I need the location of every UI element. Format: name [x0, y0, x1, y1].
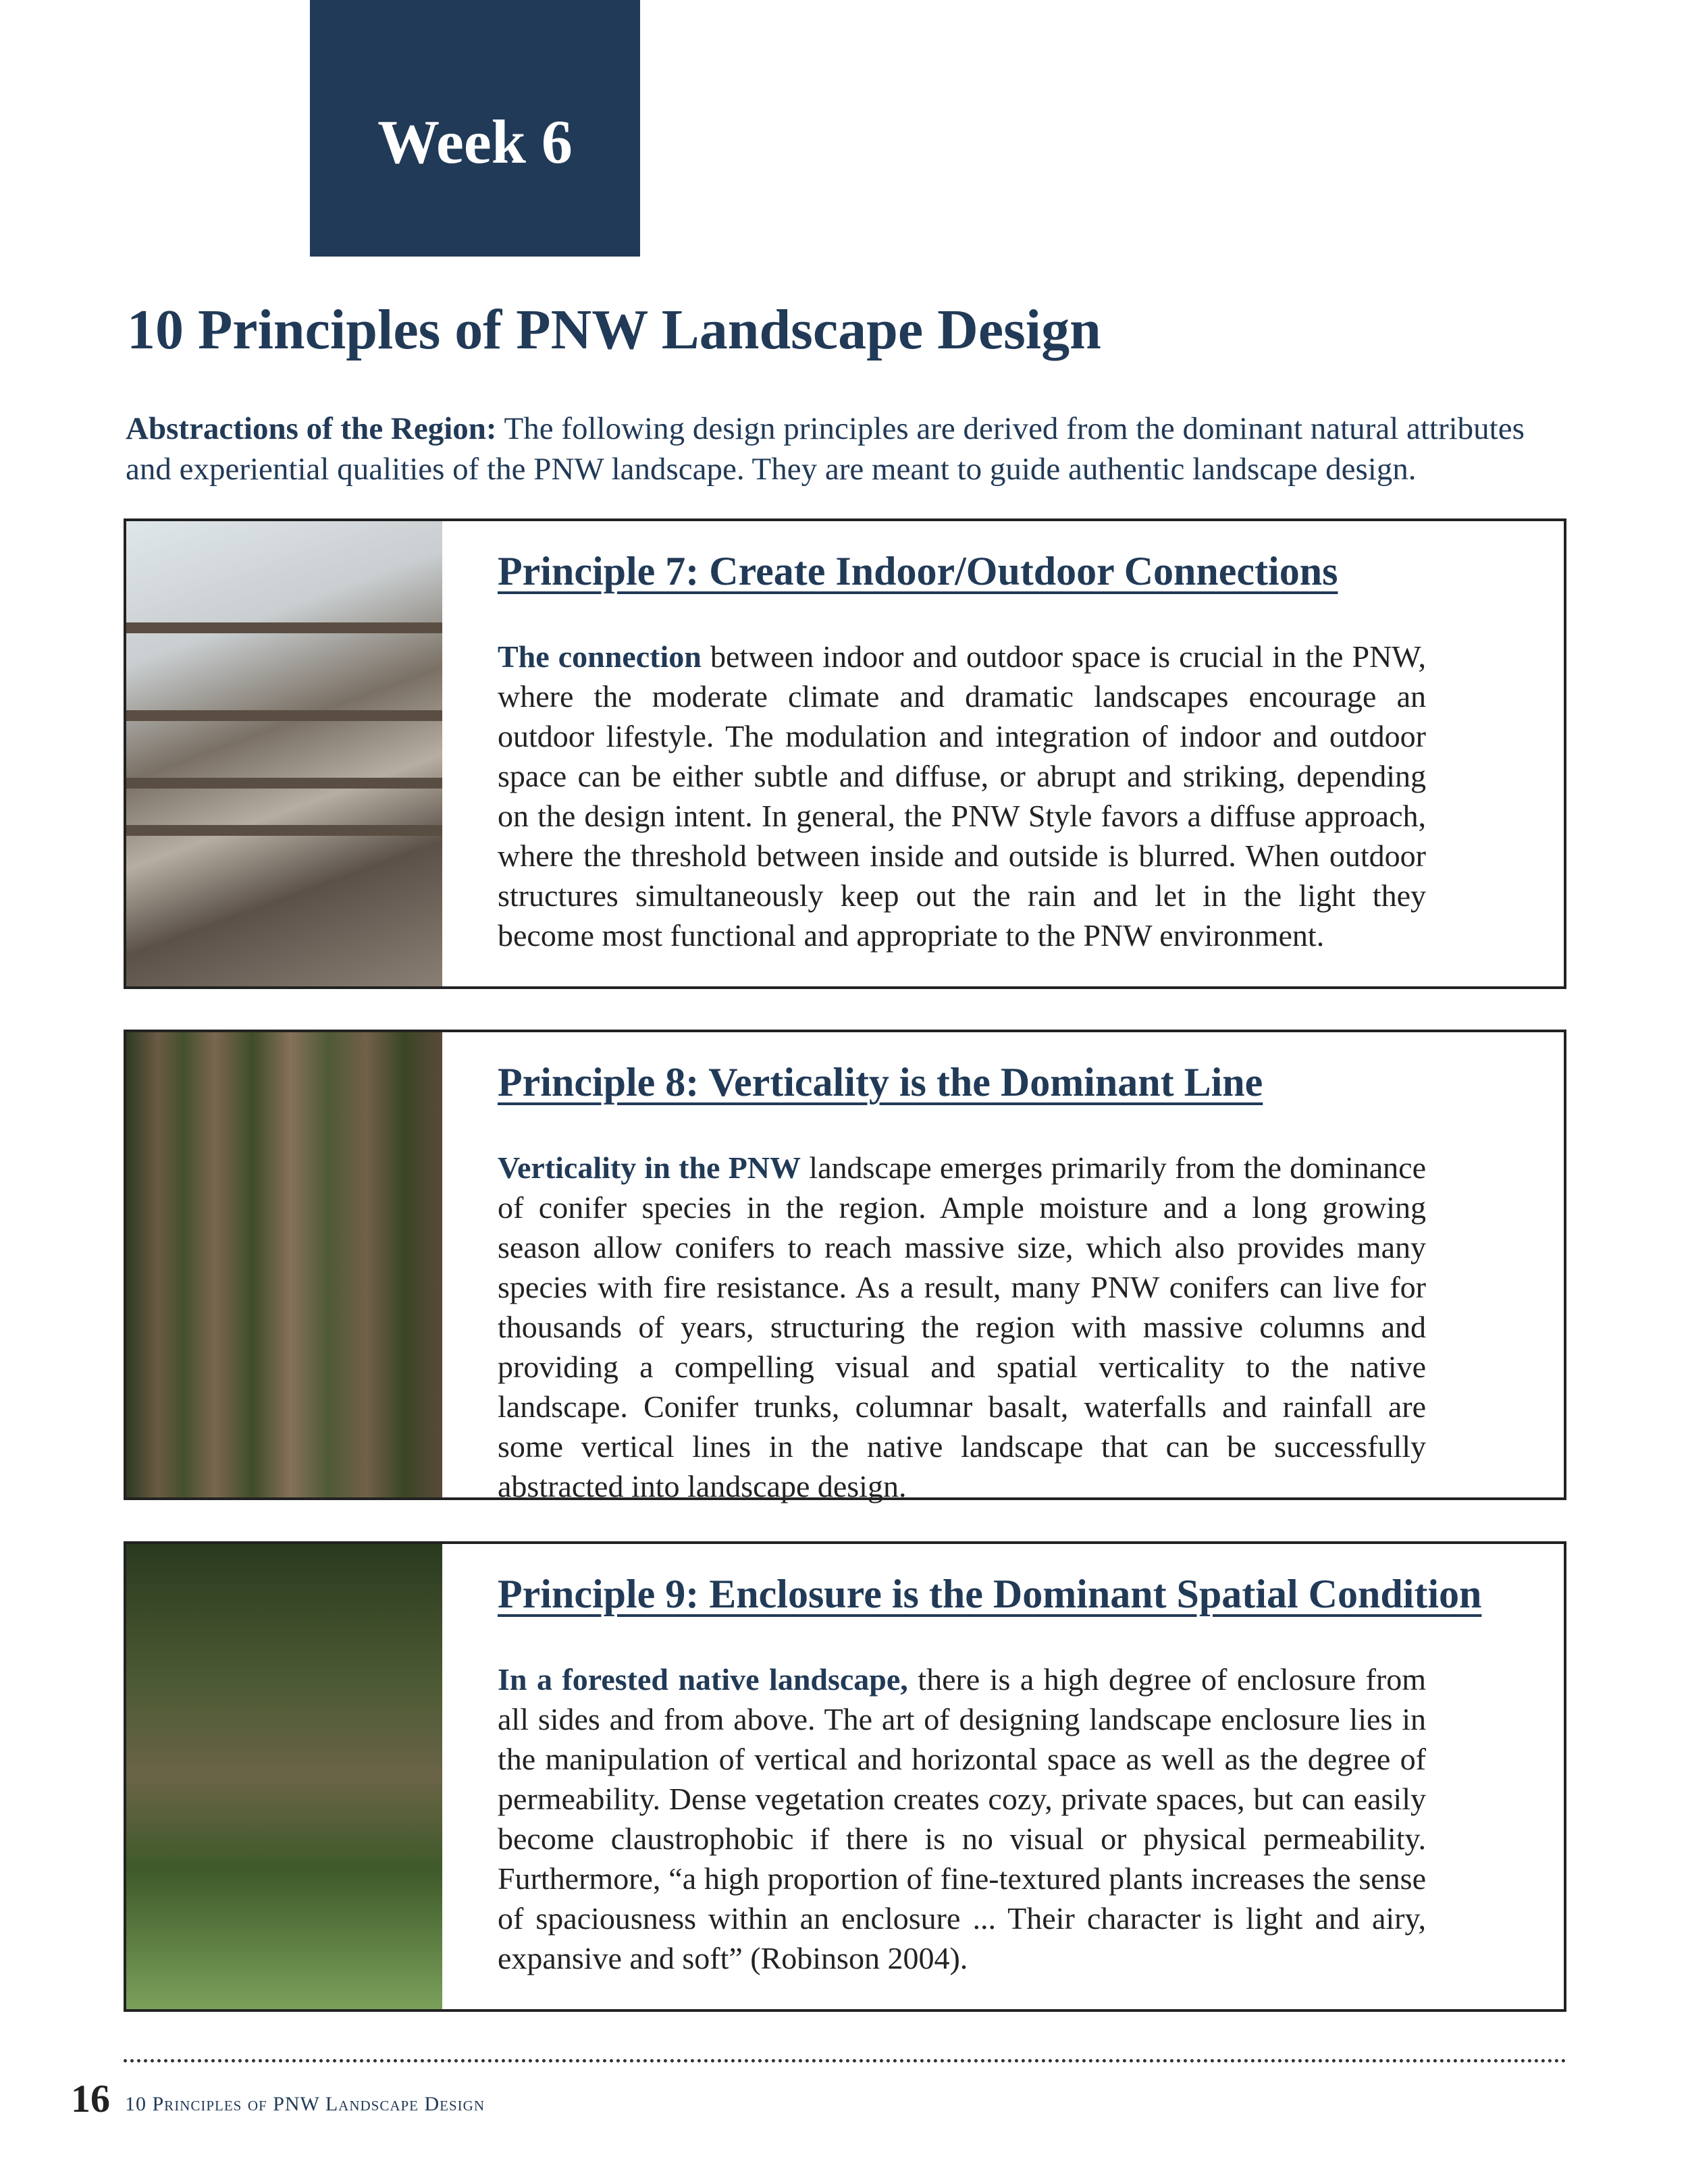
principle-7-card — [124, 518, 1566, 989]
principle-8-card — [124, 1030, 1566, 1503]
running-title: 10 Principles of PNW Landscape Design — [125, 2093, 485, 2115]
intro-lead: Abstractions of the Region: — [126, 411, 497, 446]
principle-lead: In a forested native landscape, — [498, 1662, 908, 1697]
principle-9-card — [124, 1541, 1566, 2012]
principle-text: between indoor and outdoor space is crucial in the PNW, where the moderate climate and dramatic landscapes encourage an outdoor lifestyle. The modulation and integration of indoor and outdoor space can be either subtle and diffuse, or abrupt and striking, depending on the design intent. In general, the PNW Style favors a diffuse approach, where the threshold between inside and outside is blurred. When outdoor structures simultaneously keep out the rain and let in the light they become most functional and appropriate to the PNW environment. — [498, 639, 1427, 953]
pergola-photo — [126, 521, 442, 986]
principle-body — [498, 1148, 1426, 1506]
principle-heading: Principle 9: Enclosure is the Dominant Spatial Condition — [498, 1572, 1482, 1616]
page-number: 16 — [71, 2077, 110, 2121]
principle-lead: Verticality in the PNW — [498, 1150, 801, 1185]
week-label: Week 6 — [377, 107, 573, 176]
principle-text: there is a high degree of enclosure from all sides and from above. The art of designing landscape enclosure lies in the manipulation of vertical and horizontal space as well as the degree of permeability. Dense vegetation creates cozy, private spaces, but can easily become claustrophobic if there is no visual or physical permeability. Furthermore, “a high proportion of fine-textured plants increases the sense of spaciousness within an enclosure ... Their character is light and airy, expansive and soft” (Robinson 2004). — [498, 1662, 1427, 1975]
footer-divider — [124, 2059, 1566, 2062]
conifer-forest-photo — [126, 1032, 442, 1497]
forest-enclosure-photo — [126, 1544, 442, 2009]
principle-heading: Principle 7: Create Indoor/Outdoor Connections — [498, 549, 1338, 593]
principle-body — [498, 637, 1426, 955]
principle-lead: The connection — [498, 639, 702, 674]
principle-text: landscape emerges primarily from the dominance of conifer species in the region. Ample moisture and a long growing season allow conifers to reach massive size, which also provides many species with fire resistance. As a result, many PNW conifers can live for thousands of years, structuring the region with massive columns and providing a compelling visual and spatial verticality to the native landscape. Conifer trunks, columnar basalt, waterfalls and rainfall are some vertical lines in the native landscape that can be successfully abstracted into landscape design. — [498, 1150, 1426, 1503]
page-title: 10 Principles of PNW Landscape Design — [127, 298, 1101, 361]
principle-body — [498, 1659, 1426, 1978]
intro-text: The following design principles are derived from the dominant natural attributes and experiential qualities of the PNW landscape. They are meant to guide authentic landscape design. — [126, 411, 1525, 487]
principle-heading: Principle 8: Verticality is the Dominant Line — [498, 1060, 1263, 1104]
intro-paragraph — [126, 408, 1571, 489]
week-label-banner — [310, 0, 640, 257]
